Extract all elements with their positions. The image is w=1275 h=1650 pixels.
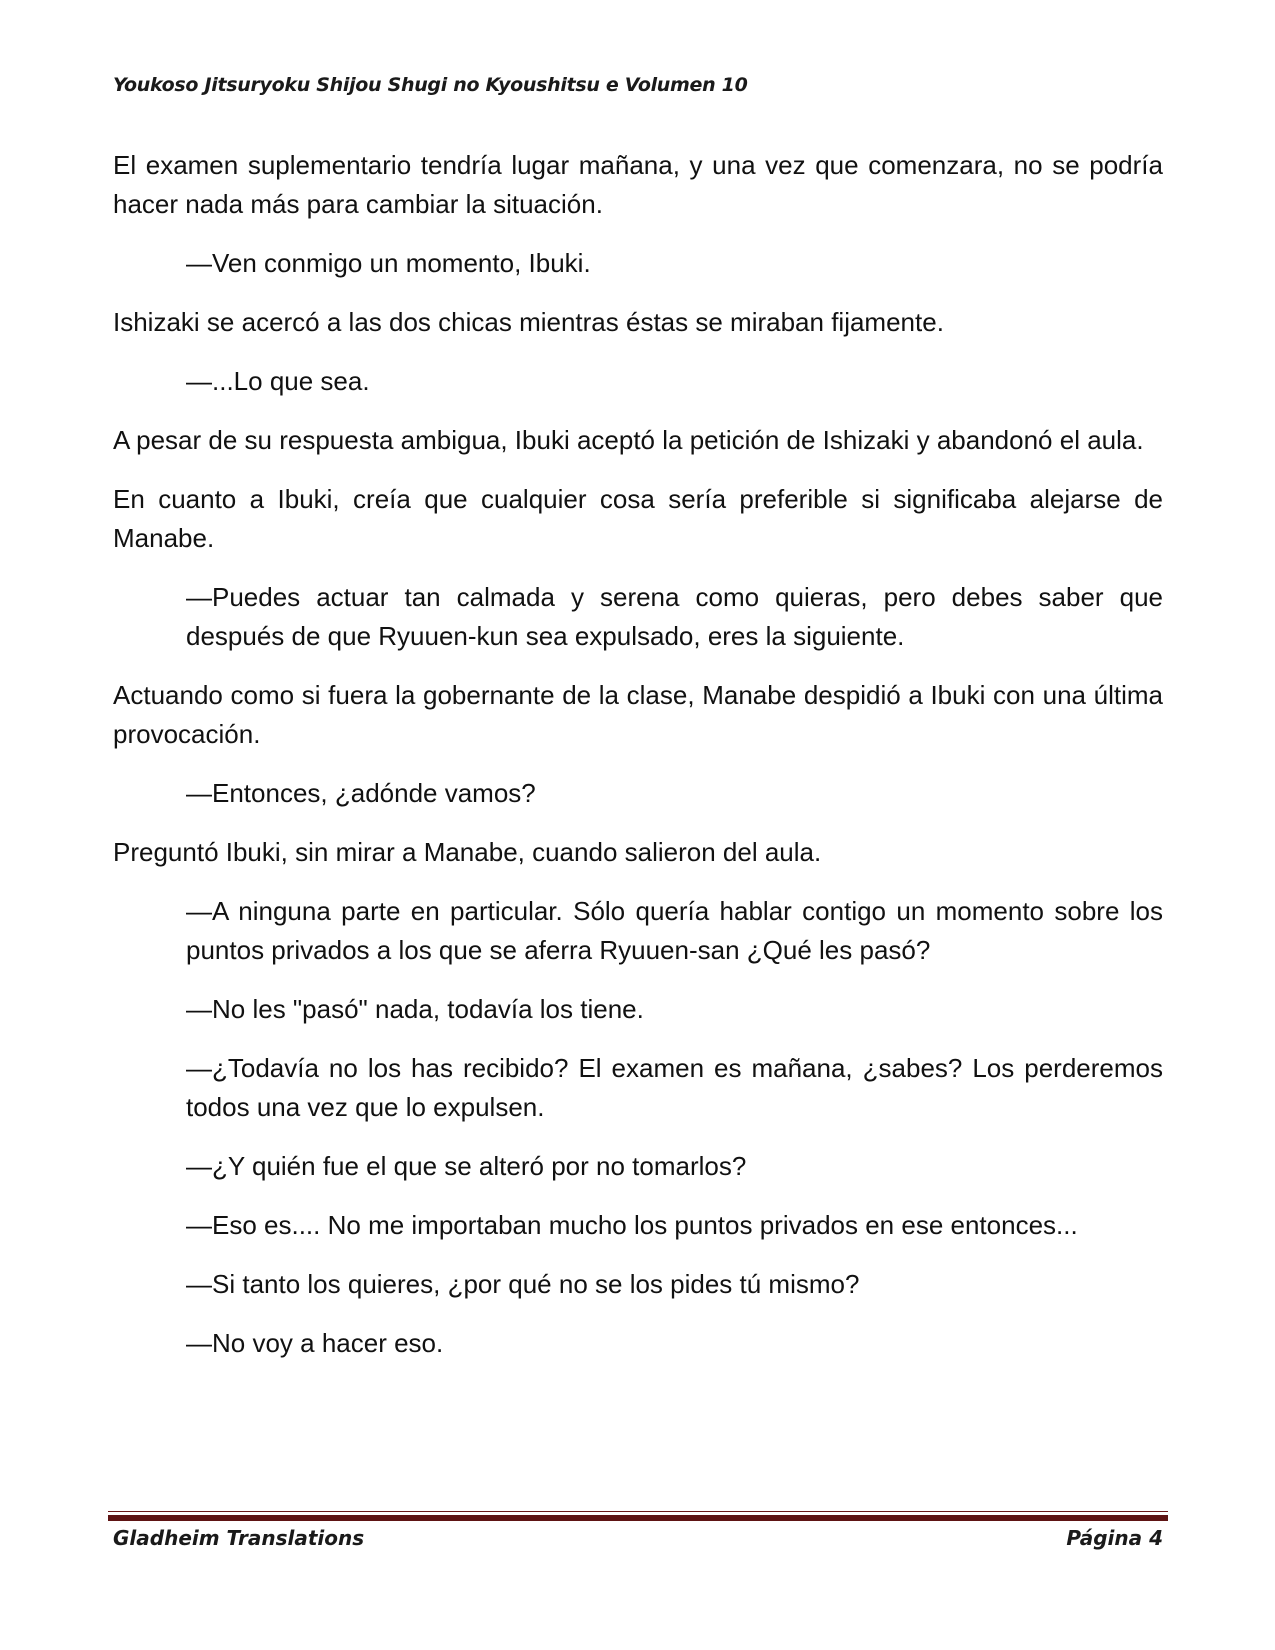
paragraph: Ishizaki se acercó a las dos chicas mientras éstas se miraban fijamente. — [113, 307, 944, 337]
dialogue-line: —¿Y quién fue el que se alteró por no tomarlos? — [186, 1151, 747, 1181]
paragraph: El examen suplementario tendría lugar mañana, y una vez que comenzara, no se podría hacer nada más para cambiar la situación. — [113, 150, 1163, 219]
dialogue-line: —No les "pasó" nada, todavía los tiene. — [186, 994, 644, 1024]
page-body — [113, 146, 1163, 1383]
dialogue-line: —Puedes actuar tan calmada y serena como quieras, pero debes saber que después de que Ryuuen-kun sea expulsado, eres la siguiente. — [186, 582, 1163, 651]
paragraph: Preguntó Ibuki, sin mirar a Manabe, cuando salieron del aula. — [113, 837, 822, 867]
footer-page-number: Página 4 — [1066, 1526, 1163, 1550]
dialogue-line: —A ninguna parte en particular. Sólo quería hablar contigo un momento sobre los puntos privados a los que se aferra Ryuuen-san ¿Qué les pasó? — [186, 896, 1163, 965]
paragraph: Actuando como si fuera la gobernante de la clase, Manabe despidió a Ibuki con una última provocación. — [113, 680, 1163, 749]
footer-rule-thick — [108, 1515, 1168, 1521]
dialogue-line: —Entonces, ¿adónde vamos? — [186, 778, 536, 808]
footer-rule-thin — [108, 1511, 1168, 1512]
footer-publisher: Gladheim Translations — [113, 1526, 365, 1550]
dialogue-line: —Ven conmigo un momento, Ibuki. — [186, 248, 591, 278]
dialogue-line: —Eso es.... No me importaban mucho los puntos privados en ese entonces... — [186, 1210, 1078, 1240]
running-header-title: Youkoso Jitsuryoku Shijou Shugi no Kyoushitsu e Volumen 10 — [113, 74, 748, 96]
dialogue-line: —Si tanto los quieres, ¿por qué no se los pides tú mismo? — [186, 1269, 860, 1299]
dialogue-line: —No voy a hacer eso. — [186, 1328, 444, 1358]
dialogue-line: —...Lo que sea. — [186, 366, 370, 396]
paragraph: En cuanto a Ibuki, creía que cualquier cosa sería preferible si significaba alejarse de Manabe. — [113, 484, 1163, 553]
dialogue-line: —¿Todavía no los has recibido? El examen es mañana, ¿sabes? Los perderemos todos una vez que lo expulsen. — [186, 1053, 1163, 1122]
paragraph: A pesar de su respuesta ambigua, Ibuki aceptó la petición de Ishizaki y abandonó el aula. — [113, 425, 1144, 455]
